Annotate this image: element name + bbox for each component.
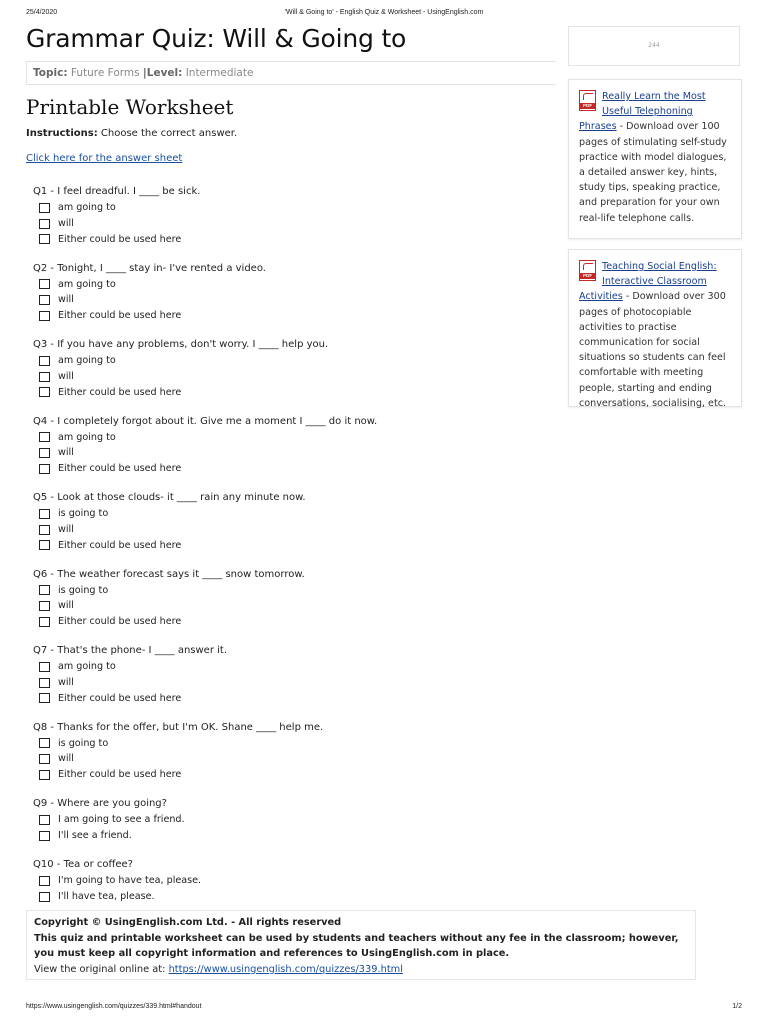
answer-option-label: am going to (58, 431, 116, 443)
question-number: Q4 - (33, 415, 55, 427)
answer-option[interactable] (33, 292, 543, 308)
answer-option-label: will (58, 217, 74, 229)
question-number: Q3 - (33, 339, 55, 350)
answer-checkbox[interactable] (39, 754, 50, 764)
question-item (33, 857, 543, 918)
answer-checkbox[interactable] (39, 678, 50, 688)
answer-option-label: is going to (58, 737, 109, 749)
answer-checkbox[interactable] (39, 372, 50, 382)
print-footer (0, 1003, 768, 1015)
answer-option-label: I'll have tea, please. (58, 890, 155, 902)
question-item (33, 184, 543, 261)
question-number: Q9 - (33, 798, 55, 809)
answer-option-label: is going to (58, 508, 109, 519)
question-item (33, 261, 543, 338)
answer-sheet-link[interactable]: Click here for the answer sheet (26, 153, 183, 164)
question-prompt: The weather forecast says it ____ snow tomorrow. (57, 568, 305, 580)
question-prompt: Tonight, I ____ stay in- I've rented a video. (57, 262, 266, 274)
answer-option[interactable] (33, 232, 543, 248)
answer-option-label: will (58, 294, 74, 306)
question-number: Q10 - (33, 859, 61, 870)
question-text (33, 857, 543, 873)
answer-checkbox[interactable] (39, 693, 50, 703)
question-item (33, 796, 543, 857)
promo-box-telephoning (568, 79, 742, 239)
question-text (33, 337, 543, 353)
answer-option-label: Either could be used here (58, 616, 182, 628)
answer-option[interactable] (33, 385, 543, 401)
answer-checkbox[interactable] (39, 311, 50, 321)
answer-checkbox[interactable] (39, 601, 50, 611)
question-number: Q7 - (33, 645, 55, 656)
question-text (33, 261, 543, 277)
answer-option[interactable] (33, 522, 543, 538)
question-prompt: Tea or coffee? (63, 859, 133, 870)
question-text (33, 643, 543, 659)
answer-option[interactable] (33, 216, 543, 232)
answer-option-label: am going to (58, 278, 116, 290)
answer-option-label: Either could be used here (58, 769, 182, 781)
answer-checkbox[interactable] (39, 738, 50, 748)
answer-checkbox[interactable] (39, 617, 50, 627)
answer-option-label: will (58, 600, 74, 612)
answer-checkbox[interactable] (39, 540, 50, 550)
instructions-text: Choose the correct answer. (100, 128, 238, 139)
promo-text-telephoning: - Download over 100 pages of stimulating self-study practice with model dialogues, a detailed answer key, hints, study tips, speaking practice, and preparation for your own real-life telephone calls. (579, 121, 727, 224)
copyright-box (26, 910, 696, 980)
answer-option-label: will (58, 753, 74, 765)
question-number: Q1 - (33, 186, 55, 197)
ad-box-text: 244 (648, 42, 660, 49)
answer-checkbox[interactable] (39, 295, 50, 305)
question-item (33, 337, 543, 414)
answer-option[interactable] (33, 659, 543, 675)
answer-checkbox[interactable] (39, 892, 50, 902)
question-number: Q8 - (33, 721, 55, 733)
view-original (34, 962, 688, 978)
page-title: Grammar Quiz: Will & Going to (26, 24, 407, 53)
pdf-icon (579, 90, 596, 111)
topic-bar (26, 61, 556, 85)
answer-checkbox[interactable] (39, 356, 50, 366)
answer-checkbox[interactable] (39, 815, 50, 825)
answer-option-label: will (58, 676, 74, 688)
print-doc-title: 'Will & Going to' - English Quiz & Worksheet - UsingEnglish.com (284, 9, 484, 16)
answer-option[interactable] (33, 308, 543, 324)
question-prompt: That's the phone- I ____ answer it. (57, 645, 228, 656)
question-text (33, 567, 543, 583)
promo-text-social-english: - Download over 300 pages of photocopiable activities to practise communication for social situations so students can feel comfortable with meeting people, starting and ending conversations, socialising, etc. (579, 291, 727, 409)
answer-checkbox[interactable] (39, 219, 50, 229)
answer-option[interactable] (33, 506, 543, 522)
answer-option-label: I'll see a friend. (58, 829, 132, 841)
view-original-label: View the original online at: (34, 963, 166, 975)
answer-option[interactable] (33, 751, 543, 767)
question-text (33, 414, 543, 430)
answer-option[interactable] (33, 873, 543, 889)
question-prompt: If you have any problems, don't worry. I ____ help you. (57, 339, 329, 350)
question-text (33, 796, 543, 812)
answer-option-label: Either could be used here (58, 386, 182, 398)
view-original-link[interactable]: https://www.usingenglish.com/quizzes/339.html (168, 963, 403, 975)
answer-option[interactable] (33, 598, 543, 614)
question-item (33, 567, 543, 644)
answer-option-label: will (58, 523, 74, 535)
answer-checkbox[interactable] (39, 662, 50, 672)
print-footer-url: https://www.usingenglish.com/quizzes/339.html#handout (26, 1003, 202, 1010)
answer-option-label: am going to (58, 661, 116, 672)
level-label: Level: (146, 67, 183, 79)
question-item (33, 414, 543, 491)
answer-checkbox[interactable] (39, 448, 50, 458)
answer-option[interactable] (33, 614, 543, 630)
answer-option[interactable] (33, 353, 543, 369)
answer-checkbox[interactable] (39, 387, 50, 397)
answer-option-label: I am going to see a friend. (58, 814, 185, 825)
instructions (26, 128, 237, 139)
answer-option[interactable] (33, 200, 543, 216)
answer-option[interactable] (33, 812, 543, 828)
answer-checkbox[interactable] (39, 203, 50, 213)
answer-checkbox[interactable] (39, 234, 50, 244)
answer-option-label: I'm going to have tea, please. (58, 875, 202, 886)
answer-checkbox[interactable] (39, 876, 50, 886)
pdf-icon-label: PDF (580, 273, 595, 279)
answer-option-label: will (58, 447, 74, 459)
question-number: Q2 - (33, 262, 55, 274)
answer-option[interactable] (33, 767, 543, 783)
print-header (0, 9, 768, 21)
topic-label: Topic: (33, 67, 68, 79)
question-item (33, 490, 543, 567)
instructions-label: Instructions: (26, 128, 98, 139)
print-date: 25/4/2020 (26, 9, 58, 16)
question-prompt: Where are you going? (57, 798, 167, 809)
pdf-icon (579, 260, 596, 281)
promo-link-telephoning[interactable]: Really Learn the Most Useful Telephoning Phrases (579, 91, 706, 133)
question-text (33, 490, 543, 506)
answer-checkbox[interactable] (39, 464, 50, 474)
answer-option-label: Either could be used here (58, 692, 182, 704)
question-item (33, 643, 543, 720)
answer-option[interactable] (33, 736, 543, 752)
question-text (33, 720, 543, 736)
answer-option[interactable] (33, 675, 543, 691)
answer-checkbox[interactable] (39, 509, 50, 519)
answer-option-label: is going to (58, 584, 109, 596)
copyright-notice: This quiz and printable worksheet can be used by students and teachers without any fee in the classroom; however, you must keep all copyright information and references to UsingEnglish.com in place. (34, 932, 679, 959)
question-item (33, 720, 543, 797)
print-page-number: 1/2 (732, 1003, 742, 1010)
answer-checkbox[interactable] (39, 432, 50, 442)
answer-option-label: Either could be used here (58, 310, 182, 322)
answer-option[interactable] (33, 445, 543, 461)
answer-option-label: am going to (58, 202, 116, 213)
question-number: Q5 - (33, 492, 55, 503)
answer-checkbox[interactable] (39, 585, 50, 595)
answer-checkbox[interactable] (39, 525, 50, 535)
copyright-line: Copyright © UsingEnglish.com Ltd. - All rights reserved (34, 917, 342, 928)
question-prompt: I completely forgot about it. Give me a moment I ____ do it now. (57, 415, 378, 427)
answer-option-label: Either could be used here (58, 539, 182, 551)
question-number: Q6 - (33, 568, 55, 580)
answer-option-label: will (58, 370, 74, 382)
worksheet-subtitle: Printable Worksheet (26, 95, 234, 119)
promo-box-social-english (568, 249, 742, 407)
answer-option[interactable] (33, 277, 543, 293)
topic-value: Future Forms (70, 67, 140, 79)
answer-checkbox[interactable] (39, 831, 50, 841)
answer-option-label: Either could be used here (58, 463, 182, 475)
answer-checkbox[interactable] (39, 770, 50, 780)
question-text (33, 184, 543, 200)
promo-link-social-english[interactable]: Teaching Social English: Interactive Classroom Activities (579, 261, 717, 303)
question-prompt: Look at those clouds- it ____ rain any minute now. (57, 492, 306, 503)
level-value: Intermediate (185, 67, 254, 79)
answer-option[interactable] (33, 430, 543, 446)
answer-option[interactable] (33, 889, 543, 905)
answer-option[interactable] (33, 583, 543, 599)
answer-option[interactable] (33, 691, 543, 707)
answer-option-label: am going to (58, 355, 116, 366)
answer-option[interactable] (33, 461, 543, 477)
answer-checkbox[interactable] (39, 279, 50, 289)
answer-option-label: Either could be used here (58, 233, 182, 245)
answer-option[interactable] (33, 538, 543, 554)
ad-box[interactable] (568, 26, 740, 66)
pdf-icon-label: PDF (580, 103, 595, 109)
answer-option[interactable] (33, 828, 543, 844)
topic-separator: | (142, 67, 147, 79)
question-prompt: Thanks for the offer, but I'm OK. Shane ____ help me. (57, 721, 324, 733)
question-prompt: I feel dreadful. I ____ be sick. (57, 186, 201, 197)
answer-option[interactable] (33, 369, 543, 385)
question-list (33, 184, 543, 918)
